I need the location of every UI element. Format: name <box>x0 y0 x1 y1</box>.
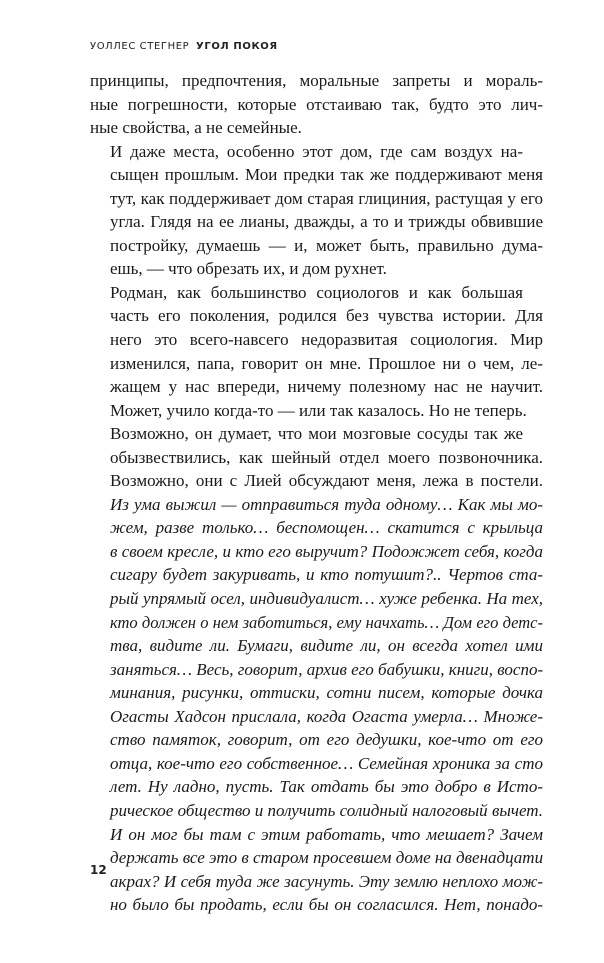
header-author: УОЛЛЕС СТЕГНЕР <box>90 41 190 52</box>
text-line-italic: но было бы продать, если бы он согласился. Нет, понадо- <box>110 895 543 915</box>
paragraph-1 <box>90 69 543 140</box>
text-line-italic: тва, видите ли. Бумаги, видите ли, он всегда хотел ими <box>110 636 543 656</box>
text-line: угла. Глядя на ее лианы, дважды, а то и трижды обвившие <box>110 212 543 232</box>
text-line: жащем у нас впереди, ничему полезному нас не научит. <box>110 377 543 397</box>
text-line: Возможно, они с Лией обсуждают меня, лежа в постели. <box>110 471 543 491</box>
text-line: ешь, — что обрезать их, и дом рухнет. <box>110 259 387 279</box>
text-line-italic: акрах? И себя туда же засунуть. Эту землю неплохо мож- <box>110 871 543 891</box>
text-line: часть его поколения, родился без чувства истории. Для <box>110 306 543 326</box>
text-line-italic: жем, разве только… беспомощен… скатится с крыльца <box>110 518 543 538</box>
text-line: Может, учило когда-то — или так казалось. Но не теперь. <box>110 400 527 420</box>
text-line: И даже места, особенно этот дом, где сам воздух на- <box>110 141 523 161</box>
paragraph-3 <box>90 281 543 422</box>
text-line: ные свойства, а не семейные. <box>90 118 302 138</box>
text-line-italic: Из ума выжил — отправиться туда одному… Как мы мо- <box>110 494 543 514</box>
text-line-italic: в своем кресле, и кто его выручит? Подожжет себя, когда <box>110 541 543 561</box>
text-line-italic: минания, рисунки, оттиски, сотни писем, которые дочка <box>110 683 543 703</box>
text-line-italic: И он мог бы там с этим работать, что мешает? Зачем <box>110 824 543 844</box>
text-line-italic: рый упрямый осел, индивидуалист… хуже ребенка. На тех, <box>110 589 543 609</box>
text-line: изменился, папа, говорит он мне. Прошлое ни о чем, ле- <box>110 353 543 373</box>
text-line: обызвествились, как шейный отдел моего позвоночника. <box>110 447 543 467</box>
text-line-italic: держать все это в старом просевшем доме на двенадцати <box>110 848 544 868</box>
paragraph-2 <box>90 140 543 281</box>
header-book-title: УГОЛ ПОКОЯ <box>196 41 278 52</box>
text-line-italic: рическое общество и получить солидный налоговый вычет. <box>110 800 543 820</box>
text-line: него это всего-навсего недоразвитая социология. Мир <box>110 330 543 350</box>
text-line: постройку, думаешь — и, может быть, правильно дума- <box>110 235 543 255</box>
text-line: тут, как поддерживает дом старая глициния, растущая у его <box>110 188 543 208</box>
text-line: сыщен прошлым. Мои предки так же поддерживают меня <box>110 165 543 185</box>
running-header <box>90 41 278 52</box>
text-line: ные погрешности, которые отстаиваю так, будто это лич- <box>90 94 543 114</box>
text-line: принципы, предпочтения, моральные запреты и мораль- <box>90 71 543 90</box>
text-line: Родман, как большинство социологов и как большая <box>110 282 523 302</box>
page-number: 12 <box>90 863 107 877</box>
text-line-italic: кто должен о нем заботиться, ему начхать… Дом его детс- <box>110 612 543 632</box>
paragraph-4 <box>90 422 543 916</box>
text-line-italic: ство памяток, говорит, от его дедушки, кое-что от его <box>110 730 543 750</box>
text-line-italic: отца, кое-что его собственное… Семейная хроника за сто <box>110 753 543 773</box>
text-line-italic: сигару будет закуривать, и кто потушит?.. Чертов ста- <box>110 565 543 585</box>
text-line-italic: лет. Ну ладно, пусть. Так отдать бы это добро в Исто- <box>110 777 543 797</box>
text-line-italic: заняться… Весь, говорит, архив его бабушки, книги, воспо- <box>110 659 544 679</box>
text-line-italic: Огасты Хадсон прислала, когда Огаста умерла… Множе- <box>110 706 543 726</box>
text-line: Возможно, он думает, что мои мозговые сосуды так же <box>110 424 523 444</box>
body-text <box>90 69 543 917</box>
